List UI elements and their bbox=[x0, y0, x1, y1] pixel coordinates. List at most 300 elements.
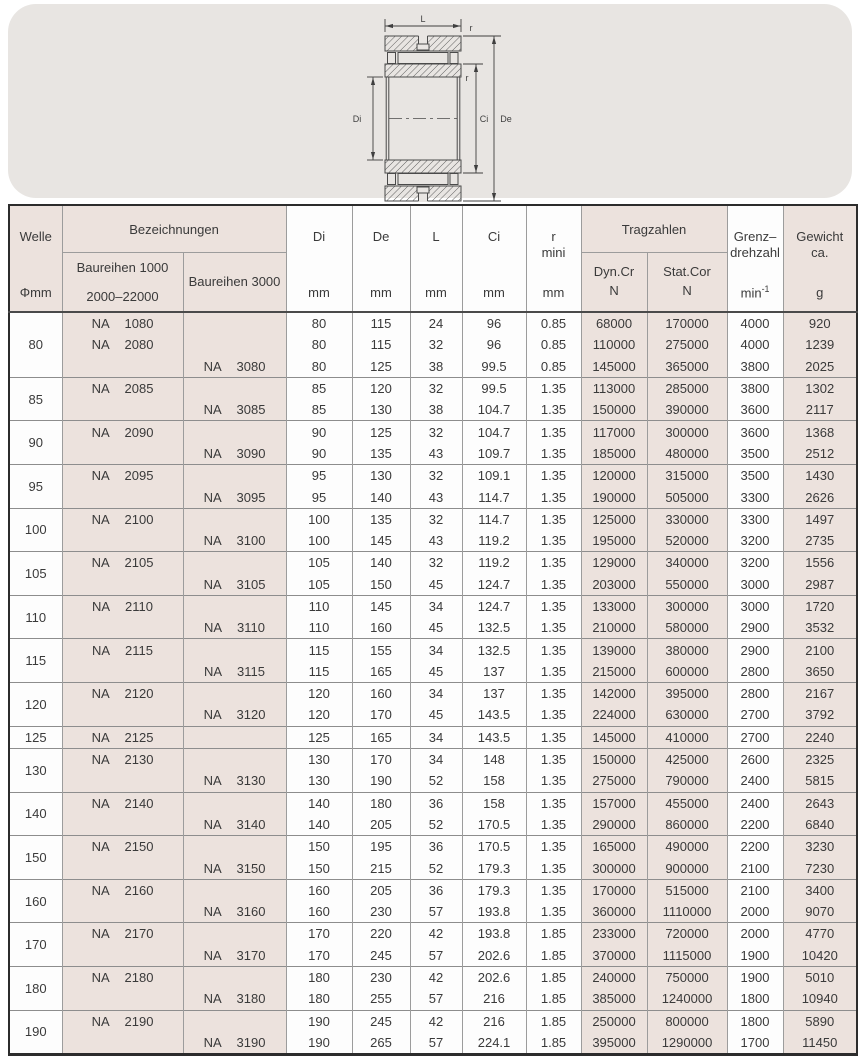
cell-de: 170 bbox=[352, 704, 410, 726]
cell-baureihe-3000: NA 3095 bbox=[183, 486, 286, 508]
cell-ci: 109.7 bbox=[462, 443, 526, 465]
cell-ci: 109.1 bbox=[462, 465, 526, 487]
cell-dyn-cr: 290000 bbox=[581, 814, 647, 836]
cell-baureihe-1000: NA 2100 bbox=[62, 508, 183, 530]
cell-de: 160 bbox=[352, 683, 410, 705]
cell-di: 170 bbox=[286, 945, 352, 967]
cell-grenzdrehzahl: 3600 bbox=[727, 399, 783, 421]
cell-gewicht: 920 bbox=[783, 312, 857, 334]
cell-ci: 193.8 bbox=[462, 901, 526, 923]
cell-gewicht: 9070 bbox=[783, 901, 857, 923]
cell-l: 36 bbox=[410, 879, 462, 901]
cell-de: 160 bbox=[352, 617, 410, 639]
cell-dyn-cr: 203000 bbox=[581, 574, 647, 596]
cell-de: 115 bbox=[352, 312, 410, 334]
cell-l: 52 bbox=[410, 770, 462, 792]
cell-r-mini: 1.35 bbox=[526, 552, 581, 574]
cell-stat-cor: 425000 bbox=[647, 748, 727, 770]
cell-stat-cor: 630000 bbox=[647, 704, 727, 726]
cell-dyn-cr: 190000 bbox=[581, 486, 647, 508]
cell-gewicht: 2100 bbox=[783, 639, 857, 661]
cell-gewicht: 1497 bbox=[783, 508, 857, 530]
table-row bbox=[9, 836, 857, 858]
cell-r-mini: 1.85 bbox=[526, 1032, 581, 1055]
cell-r-mini: 1.35 bbox=[526, 595, 581, 617]
col-header-tragzahlen: Tragzahlen bbox=[581, 205, 727, 253]
cell-welle: 90 bbox=[9, 421, 62, 465]
cell-baureihe-1000 bbox=[62, 356, 183, 378]
cell-r-mini: 1.35 bbox=[526, 443, 581, 465]
cell-r-mini: 1.35 bbox=[526, 508, 581, 530]
cell-di: 160 bbox=[286, 879, 352, 901]
cell-welle: 100 bbox=[9, 508, 62, 552]
ci-unit: mm bbox=[483, 284, 505, 300]
cell-dyn-cr: 142000 bbox=[581, 683, 647, 705]
cell-baureihe-3000 bbox=[183, 726, 286, 748]
bearing-section bbox=[385, 35, 461, 202]
table-row bbox=[9, 661, 857, 683]
cell-de: 165 bbox=[352, 661, 410, 683]
cell-grenzdrehzahl: 3500 bbox=[727, 465, 783, 487]
cell-r-mini: 1.35 bbox=[526, 683, 581, 705]
cell-baureihe-3000: NA 3130 bbox=[183, 770, 286, 792]
cell-baureihe-1000 bbox=[62, 443, 183, 465]
cell-baureihe-1000: NA 2160 bbox=[62, 879, 183, 901]
table-row bbox=[9, 617, 857, 639]
cell-ci: 148 bbox=[462, 748, 526, 770]
cell-dyn-cr: 275000 bbox=[581, 770, 647, 792]
cell-welle: 150 bbox=[9, 836, 62, 880]
cell-grenzdrehzahl: 2800 bbox=[727, 683, 783, 705]
cell-baureihe-1000: NA 2085 bbox=[62, 377, 183, 399]
cell-di: 115 bbox=[286, 661, 352, 683]
cell-dyn-cr: 210000 bbox=[581, 617, 647, 639]
col-header-di: Di mm bbox=[286, 205, 352, 312]
label-r-mid: r bbox=[465, 73, 469, 83]
cell-l: 57 bbox=[410, 988, 462, 1010]
cell-de: 215 bbox=[352, 857, 410, 879]
di-unit: mm bbox=[308, 284, 330, 300]
cell-di: 190 bbox=[286, 1010, 352, 1032]
cell-gewicht: 1556 bbox=[783, 552, 857, 574]
cell-r-mini: 1.35 bbox=[526, 836, 581, 858]
cell-baureihe-3000 bbox=[183, 377, 286, 399]
table-row bbox=[9, 966, 857, 988]
cell-de: 145 bbox=[352, 595, 410, 617]
cell-di: 110 bbox=[286, 595, 352, 617]
cell-stat-cor: 900000 bbox=[647, 857, 727, 879]
cell-l: 45 bbox=[410, 661, 462, 683]
cell-gewicht: 5815 bbox=[783, 770, 857, 792]
cell-grenzdrehzahl: 3300 bbox=[727, 486, 783, 508]
cell-dyn-cr: 113000 bbox=[581, 377, 647, 399]
cell-gewicht: 1430 bbox=[783, 465, 857, 487]
cell-gewicht: 2325 bbox=[783, 748, 857, 770]
cell-r-mini: 1.85 bbox=[526, 988, 581, 1010]
cell-r-mini: 1.35 bbox=[526, 748, 581, 770]
cell-ci: 124.7 bbox=[462, 574, 526, 596]
cell-grenzdrehzahl: 2400 bbox=[727, 770, 783, 792]
cell-grenzdrehzahl: 1900 bbox=[727, 945, 783, 967]
cell-baureihe-3000 bbox=[183, 836, 286, 858]
col-header-de: De mm bbox=[352, 205, 410, 312]
table-row bbox=[9, 334, 857, 355]
cell-r-mini: 1.35 bbox=[526, 792, 581, 814]
cell-de: 145 bbox=[352, 530, 410, 552]
cell-dyn-cr: 145000 bbox=[581, 726, 647, 748]
cell-stat-cor: 395000 bbox=[647, 683, 727, 705]
cell-di: 90 bbox=[286, 443, 352, 465]
cell-l: 34 bbox=[410, 683, 462, 705]
col-header-baureihen-1000: Baureihen 1000 2000–22000 bbox=[62, 253, 183, 313]
table-row bbox=[9, 508, 857, 530]
l-unit: mm bbox=[425, 284, 447, 300]
cell-r-mini: 0.85 bbox=[526, 334, 581, 355]
cell-di: 125 bbox=[286, 726, 352, 748]
cell-gewicht: 2735 bbox=[783, 530, 857, 552]
cell-dyn-cr: 300000 bbox=[581, 857, 647, 879]
cell-grenzdrehzahl: 3800 bbox=[727, 377, 783, 399]
cell-ci: 170.5 bbox=[462, 836, 526, 858]
cell-l: 52 bbox=[410, 857, 462, 879]
cell-di: 85 bbox=[286, 399, 352, 421]
cell-r-mini: 1.85 bbox=[526, 1010, 581, 1032]
cell-stat-cor: 285000 bbox=[647, 377, 727, 399]
cell-l: 43 bbox=[410, 530, 462, 552]
cell-baureihe-1000: NA 2130 bbox=[62, 748, 183, 770]
cell-l: 43 bbox=[410, 486, 462, 508]
cell-de: 170 bbox=[352, 748, 410, 770]
cell-l: 34 bbox=[410, 595, 462, 617]
cell-r-mini: 1.85 bbox=[526, 945, 581, 967]
cell-dyn-cr: 233000 bbox=[581, 923, 647, 945]
cell-ci: 216 bbox=[462, 988, 526, 1010]
cell-grenzdrehzahl: 2000 bbox=[727, 901, 783, 923]
cell-baureihe-1000: NA 2110 bbox=[62, 595, 183, 617]
cell-baureihe-3000 bbox=[183, 508, 286, 530]
cell-grenzdrehzahl: 3200 bbox=[727, 530, 783, 552]
cell-di: 80 bbox=[286, 312, 352, 334]
cell-di: 160 bbox=[286, 901, 352, 923]
cell-l: 34 bbox=[410, 639, 462, 661]
cell-baureihe-1000 bbox=[62, 399, 183, 421]
cell-baureihe-3000: NA 3140 bbox=[183, 814, 286, 836]
cell-dyn-cr: 370000 bbox=[581, 945, 647, 967]
cell-l: 42 bbox=[410, 923, 462, 945]
cell-ci: 224.1 bbox=[462, 1032, 526, 1055]
cell-de: 120 bbox=[352, 377, 410, 399]
table-row bbox=[9, 683, 857, 705]
cell-di: 105 bbox=[286, 552, 352, 574]
cell-baureihe-3000: NA 3120 bbox=[183, 704, 286, 726]
cell-welle: 190 bbox=[9, 1010, 62, 1055]
cell-r-mini: 1.35 bbox=[526, 639, 581, 661]
cell-baureihe-1000 bbox=[62, 661, 183, 683]
bearing-diagram bbox=[343, 10, 533, 204]
cell-baureihe-1000: NA 2150 bbox=[62, 836, 183, 858]
cell-l: 36 bbox=[410, 836, 462, 858]
cell-gewicht: 3792 bbox=[783, 704, 857, 726]
cell-ci: 124.7 bbox=[462, 595, 526, 617]
cell-l: 32 bbox=[410, 334, 462, 355]
cell-di: 110 bbox=[286, 617, 352, 639]
cell-grenzdrehzahl: 4000 bbox=[727, 334, 783, 355]
cell-de: 135 bbox=[352, 508, 410, 530]
cell-ci: 193.8 bbox=[462, 923, 526, 945]
cell-r-mini: 1.35 bbox=[526, 530, 581, 552]
label-r-top: r bbox=[469, 23, 473, 33]
cell-de: 130 bbox=[352, 399, 410, 421]
cell-gewicht: 3400 bbox=[783, 879, 857, 901]
cell-gewicht: 2512 bbox=[783, 443, 857, 465]
cell-gewicht: 2240 bbox=[783, 726, 857, 748]
cell-dyn-cr: 68000 bbox=[581, 312, 647, 334]
table-row bbox=[9, 726, 857, 748]
cell-baureihe-1000 bbox=[62, 945, 183, 967]
cell-dyn-cr: 133000 bbox=[581, 595, 647, 617]
cell-baureihe-3000: NA 3115 bbox=[183, 661, 286, 683]
cell-baureihe-3000 bbox=[183, 1010, 286, 1032]
cell-ci: 99.5 bbox=[462, 377, 526, 399]
cell-baureihe-3000: NA 3150 bbox=[183, 857, 286, 879]
cell-grenzdrehzahl: 2100 bbox=[727, 879, 783, 901]
cell-baureihe-3000 bbox=[183, 595, 286, 617]
cell-l: 43 bbox=[410, 443, 462, 465]
de-unit: mm bbox=[370, 284, 392, 300]
col-header-grenzdrehzahl: Grenz– drehzahl $\min^{-1}$ bbox=[727, 205, 783, 312]
cell-grenzdrehzahl: 2400 bbox=[727, 792, 783, 814]
cell-gewicht: 2167 bbox=[783, 683, 857, 705]
cell-dyn-cr: 157000 bbox=[581, 792, 647, 814]
cell-welle: 80 bbox=[9, 312, 62, 377]
cell-ci: 143.5 bbox=[462, 726, 526, 748]
cell-l: 42 bbox=[410, 1010, 462, 1032]
cell-baureihe-1000 bbox=[62, 857, 183, 879]
cell-l: 38 bbox=[410, 356, 462, 378]
cell-grenzdrehzahl: 3800 bbox=[727, 356, 783, 378]
table-row bbox=[9, 465, 857, 487]
cell-de: 115 bbox=[352, 334, 410, 355]
cell-ci: 114.7 bbox=[462, 508, 526, 530]
cell-dyn-cr: 139000 bbox=[581, 639, 647, 661]
cell-l: 42 bbox=[410, 966, 462, 988]
cell-r-mini: 1.35 bbox=[526, 661, 581, 683]
cell-di: 170 bbox=[286, 923, 352, 945]
cell-ci: 179.3 bbox=[462, 857, 526, 879]
label-De: De bbox=[500, 114, 512, 124]
cell-baureihe-1000: NA 2125 bbox=[62, 726, 183, 748]
cell-di: 100 bbox=[286, 508, 352, 530]
cell-de: 255 bbox=[352, 988, 410, 1010]
cell-stat-cor: 365000 bbox=[647, 356, 727, 378]
cell-baureihe-1000: NA 2120 bbox=[62, 683, 183, 705]
cell-de: 245 bbox=[352, 945, 410, 967]
cell-l: 57 bbox=[410, 945, 462, 967]
table-row bbox=[9, 639, 857, 661]
cell-dyn-cr: 224000 bbox=[581, 704, 647, 726]
cell-l: 45 bbox=[410, 704, 462, 726]
table-row bbox=[9, 770, 857, 792]
cell-baureihe-3000: NA 3190 bbox=[183, 1032, 286, 1055]
cell-l: 32 bbox=[410, 552, 462, 574]
cell-baureihe-1000: NA 2170 bbox=[62, 923, 183, 945]
cell-ci: 202.6 bbox=[462, 966, 526, 988]
cell-grenzdrehzahl: 2900 bbox=[727, 639, 783, 661]
table-row bbox=[9, 1010, 857, 1032]
cell-stat-cor: 600000 bbox=[647, 661, 727, 683]
cell-de: 220 bbox=[352, 923, 410, 945]
col-header-l: L mm bbox=[410, 205, 462, 312]
cell-welle: 170 bbox=[9, 923, 62, 967]
table-row bbox=[9, 792, 857, 814]
welle-unit: Φmm bbox=[19, 284, 52, 300]
cell-welle: 120 bbox=[9, 683, 62, 727]
cell-baureihe-3000 bbox=[183, 552, 286, 574]
cell-di: 115 bbox=[286, 639, 352, 661]
col-header-r-mini: r mini mm bbox=[526, 205, 581, 312]
cell-grenzdrehzahl: 3200 bbox=[727, 552, 783, 574]
cell-stat-cor: 580000 bbox=[647, 617, 727, 639]
cell-l: 45 bbox=[410, 617, 462, 639]
cell-r-mini: 1.35 bbox=[526, 879, 581, 901]
cell-grenzdrehzahl: 3600 bbox=[727, 421, 783, 443]
col-header-baureihen-3000: Baureihen 3000 bbox=[183, 253, 286, 313]
cell-r-mini: 1.35 bbox=[526, 901, 581, 923]
cell-l: 32 bbox=[410, 421, 462, 443]
label-Ci: Ci bbox=[479, 114, 489, 124]
cell-gewicht: 3650 bbox=[783, 661, 857, 683]
cell-baureihe-3000 bbox=[183, 639, 286, 661]
cell-baureihe-1000 bbox=[62, 901, 183, 923]
cell-di: 95 bbox=[286, 486, 352, 508]
cell-welle: 180 bbox=[9, 966, 62, 1010]
bearing-table bbox=[8, 204, 858, 1056]
cell-grenzdrehzahl: 3300 bbox=[727, 508, 783, 530]
cell-stat-cor: 275000 bbox=[647, 334, 727, 355]
cell-stat-cor: 340000 bbox=[647, 552, 727, 574]
cell-baureihe-3000 bbox=[183, 792, 286, 814]
cell-r-mini: 1.35 bbox=[526, 770, 581, 792]
cell-gewicht: 1720 bbox=[783, 595, 857, 617]
cell-di: 140 bbox=[286, 792, 352, 814]
cell-gewicht: 6840 bbox=[783, 814, 857, 836]
cell-baureihe-3000: NA 3085 bbox=[183, 399, 286, 421]
cell-ci: 132.5 bbox=[462, 639, 526, 661]
table-row bbox=[9, 857, 857, 879]
table-row bbox=[9, 377, 857, 399]
diagram-panel bbox=[8, 4, 852, 198]
cell-welle: 110 bbox=[9, 595, 62, 639]
cell-grenzdrehzahl: 4000 bbox=[727, 312, 783, 334]
cell-stat-cor: 390000 bbox=[647, 399, 727, 421]
cell-dyn-cr: 145000 bbox=[581, 356, 647, 378]
table-body bbox=[9, 312, 857, 1055]
cell-stat-cor: 1115000 bbox=[647, 945, 727, 967]
table-row bbox=[9, 988, 857, 1010]
cell-de: 150 bbox=[352, 574, 410, 596]
cell-de: 135 bbox=[352, 443, 410, 465]
cell-l: 34 bbox=[410, 726, 462, 748]
cell-l: 57 bbox=[410, 901, 462, 923]
cell-baureihe-3000: NA 3160 bbox=[183, 901, 286, 923]
cell-welle: 125 bbox=[9, 726, 62, 748]
cell-baureihe-3000: NA 3110 bbox=[183, 617, 286, 639]
cell-baureihe-1000 bbox=[62, 1032, 183, 1055]
cell-r-mini: 1.35 bbox=[526, 421, 581, 443]
cell-di: 100 bbox=[286, 530, 352, 552]
cell-de: 195 bbox=[352, 836, 410, 858]
cell-ci: 137 bbox=[462, 683, 526, 705]
cell-ci: 143.5 bbox=[462, 704, 526, 726]
cell-welle: 115 bbox=[9, 639, 62, 683]
cell-ci: 158 bbox=[462, 792, 526, 814]
cell-l: 36 bbox=[410, 792, 462, 814]
cell-r-mini: 1.35 bbox=[526, 377, 581, 399]
cell-grenzdrehzahl: 2700 bbox=[727, 704, 783, 726]
cell-dyn-cr: 150000 bbox=[581, 399, 647, 421]
cell-grenzdrehzahl: 2200 bbox=[727, 814, 783, 836]
cell-stat-cor: 330000 bbox=[647, 508, 727, 530]
cell-stat-cor: 790000 bbox=[647, 770, 727, 792]
cell-de: 230 bbox=[352, 966, 410, 988]
table-row bbox=[9, 879, 857, 901]
cell-dyn-cr: 385000 bbox=[581, 988, 647, 1010]
cell-dyn-cr: 185000 bbox=[581, 443, 647, 465]
cell-l: 57 bbox=[410, 1032, 462, 1055]
bearing-table-wrap bbox=[8, 204, 858, 1056]
cell-baureihe-3000 bbox=[183, 923, 286, 945]
cell-di: 180 bbox=[286, 988, 352, 1010]
cell-welle: 160 bbox=[9, 879, 62, 923]
cell-l: 32 bbox=[410, 508, 462, 530]
cell-de: 165 bbox=[352, 726, 410, 748]
cell-baureihe-1000 bbox=[62, 704, 183, 726]
cell-ci: 119.2 bbox=[462, 530, 526, 552]
cell-baureihe-1000: NA 2180 bbox=[62, 966, 183, 988]
table-row bbox=[9, 574, 857, 596]
table-row bbox=[9, 552, 857, 574]
r-unit: mm bbox=[542, 284, 565, 300]
cell-baureihe-3000: NA 3170 bbox=[183, 945, 286, 967]
cell-dyn-cr: 195000 bbox=[581, 530, 647, 552]
cell-baureihe-1000: NA 2190 bbox=[62, 1010, 183, 1032]
cell-baureihe-1000 bbox=[62, 988, 183, 1010]
cell-stat-cor: 860000 bbox=[647, 814, 727, 836]
cell-grenzdrehzahl: 2700 bbox=[727, 726, 783, 748]
cell-gewicht: 2117 bbox=[783, 399, 857, 421]
cell-baureihe-1000: NA 2090 bbox=[62, 421, 183, 443]
cell-grenzdrehzahl: 1900 bbox=[727, 966, 783, 988]
cell-gewicht: 1239 bbox=[783, 334, 857, 355]
cell-stat-cor: 1290000 bbox=[647, 1032, 727, 1055]
cell-ci: 104.7 bbox=[462, 399, 526, 421]
cell-stat-cor: 800000 bbox=[647, 1010, 727, 1032]
cell-grenzdrehzahl: 1800 bbox=[727, 1010, 783, 1032]
cell-di: 120 bbox=[286, 683, 352, 705]
cell-stat-cor: 750000 bbox=[647, 966, 727, 988]
dyn-unit: N bbox=[609, 283, 619, 298]
cell-dyn-cr: 117000 bbox=[581, 421, 647, 443]
cell-baureihe-3000: NA 3105 bbox=[183, 574, 286, 596]
table-row bbox=[9, 704, 857, 726]
cell-r-mini: 1.35 bbox=[526, 399, 581, 421]
cell-dyn-cr: 120000 bbox=[581, 465, 647, 487]
cell-grenzdrehzahl: 2000 bbox=[727, 923, 783, 945]
cell-dyn-cr: 125000 bbox=[581, 508, 647, 530]
cell-welle: 140 bbox=[9, 792, 62, 836]
cell-stat-cor: 520000 bbox=[647, 530, 727, 552]
cell-ci: 170.5 bbox=[462, 814, 526, 836]
